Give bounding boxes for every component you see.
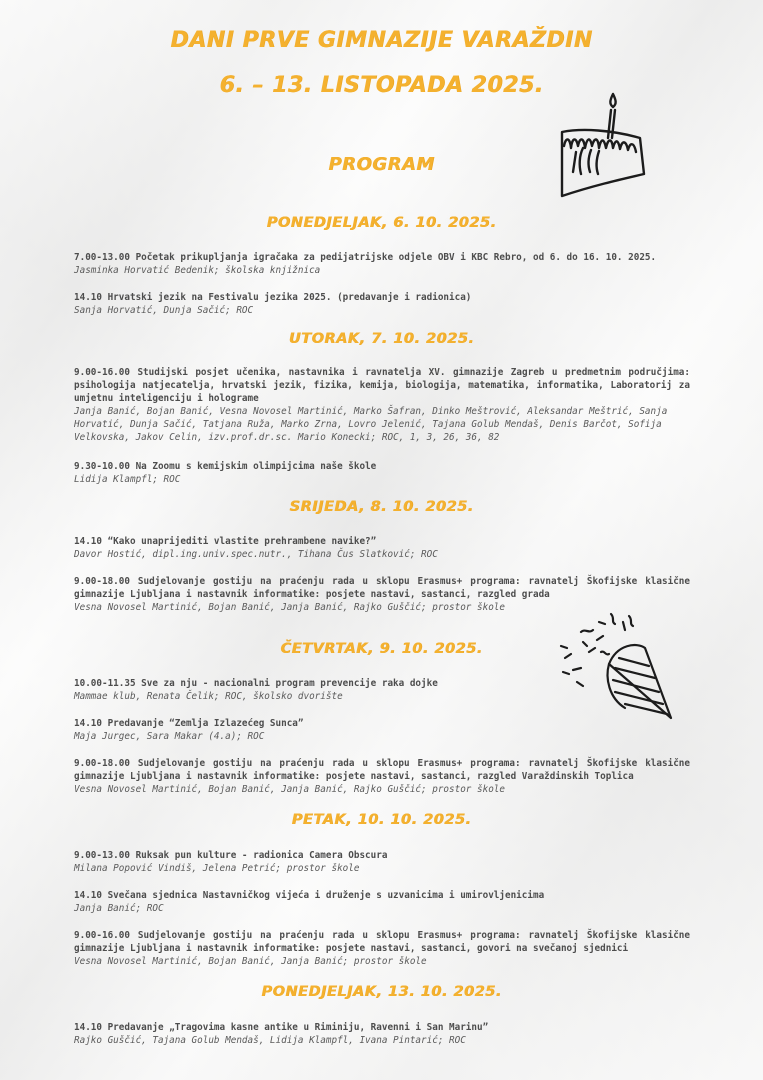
entry-people: Mammae klub, Renata Čelik; ROC, školsko dvorište bbox=[74, 691, 343, 702]
entry-title: 9.00-13.00 Ruksak pun kulture - radionica Camera Obscura bbox=[74, 850, 388, 861]
event-title: DANI PRVE GIMNAZIJE VARAŽDIN bbox=[170, 28, 593, 53]
program-entry bbox=[74, 889, 690, 915]
day-heading-monday-13: PONEDJELJAK, 13. 10. 2025. bbox=[261, 984, 502, 1000]
program-heading: PROGRAM bbox=[328, 154, 435, 175]
entry-people: Janja Banić, Bojan Banić, Vesna Novosel Martinić, Marko Šafran, Dinko Meštrović, Aleksandar Meštrić, Sanja Horvatić, Dunja Sačić, Tatjana Ruža, Marko Zrna, Lovro Jelenić, Tajana Golub Mendaš, Denis Barčot, Sofija Velkovska, Jakov Celin, izv.prof.dr.sc. Mario Konecki; ROC, 1, 3, 26, 36, 82 bbox=[74, 406, 668, 443]
program-entry bbox=[74, 460, 690, 486]
entry-title: 9.00-16.00 Studijski posjet učenika, nastavnika i ravnatelja XV. gimnazije Zagreb u predmetnim područjima: psihologija natjecatelja, hrvatski jezik, fizika, kemija, biologija, matematika, informatika, Laboratorij za umjetnu inteligenciju i holograme bbox=[74, 367, 690, 404]
day-heading-tuesday: UTORAK, 7. 10. 2025. bbox=[288, 331, 475, 347]
entry-title: 10.00-11.35 Sve za nju - nacionalni program prevencije raka dojke bbox=[74, 678, 438, 689]
entry-title: 14.10 “Kako unaprijediti vlastite prehrambene navike?” bbox=[74, 536, 377, 547]
entry-title: 14.10 Predavanje “Zemlja Izlazećeg Sunca” bbox=[74, 718, 304, 729]
entry-title: 7.00-13.00 Početak prikupljanja igračaka za pedijatrijske odjele OBV i KBC Rebro, od 6. do 16. 10. 2025. bbox=[74, 252, 657, 263]
program-entry bbox=[74, 535, 690, 561]
entry-people: Vesna Novosel Martinić, Bojan Banić, Janja Banić; prostor škole bbox=[74, 956, 427, 967]
program-entry bbox=[74, 1021, 690, 1047]
entry-title: 9.30-10.00 Na Zoomu s kemijskim olimpijcima naše škole bbox=[74, 461, 377, 472]
day-heading-wednesday: SRIJEDA, 8. 10. 2025. bbox=[289, 499, 474, 515]
entry-people: Lidija Klampfl; ROC bbox=[74, 474, 181, 485]
entry-title: 9.00-16.00 Sudjelovanje gostiju na praćenju rada u sklopu Erasmus+ programa: ravnatelj Škofijske klasične gimnazije Ljubljana i nastavnik informatike: posjete nastavi, sastanci, govori na svečanoj sjednici bbox=[74, 930, 690, 954]
day-heading-monday-6: PONEDJELJAK, 6. 10. 2025. bbox=[266, 215, 497, 231]
party-popper-icon bbox=[553, 612, 673, 724]
program-entry bbox=[74, 575, 690, 614]
entry-title: 14.10 Hrvatski jezik na Festivalu jezika 2025. (predavanje i radionica) bbox=[74, 292, 472, 303]
entry-people: Rajko Guščić, Tajana Golub Mendaš, Lidija Klampfl, Ivana Pintarić; ROC bbox=[74, 1035, 466, 1046]
entry-people: Vesna Novosel Martinić, Bojan Banić, Janja Banić, Rajko Guščić; prostor škole bbox=[74, 602, 505, 613]
entry-title: 14.10 Predavanje „Tragovima kasne antike u Riminiju, Ravenni i San Marinu” bbox=[74, 1022, 489, 1033]
program-entry bbox=[74, 291, 690, 317]
day-heading-friday: PETAK, 10. 10. 2025. bbox=[291, 812, 472, 828]
entry-people: Jasminka Horvatić Bedenik; školska knjižnica bbox=[74, 265, 321, 276]
program-entry bbox=[74, 251, 690, 277]
entry-people: Vesna Novosel Martinić, Bojan Banić, Janja Banić, Rajko Guščić; prostor škole bbox=[74, 784, 505, 795]
program-entry bbox=[74, 366, 690, 444]
program-entry bbox=[74, 929, 690, 968]
program-entry bbox=[74, 849, 690, 875]
day-heading-thursday: ČETVRTAK, 9. 10. 2025. bbox=[280, 641, 483, 657]
entry-people: Janja Banić; ROC bbox=[74, 903, 164, 914]
program-entry bbox=[74, 757, 690, 796]
birthday-cake-icon bbox=[552, 86, 648, 210]
entry-people: Maja Jurgec, Sara Makar (4.a); ROC bbox=[74, 731, 265, 742]
entry-title: 9.00-18.00 Sudjelovanje gostiju na praćenju rada u sklopu Erasmus+ programa: ravnatelj Škofijske klasične gimnazije Ljubljana i nastavnik informatike: posjete nastavi, sastanci, razgled grada bbox=[74, 576, 690, 600]
event-dates: 6. – 13. LISTOPADA 2025. bbox=[219, 73, 544, 98]
entry-title: 9.00-18.00 Sudjelovanje gostiju na praćenju rada u sklopu Erasmus+ programa: ravnatelj Škofijske klasične gimnazije Ljubljana i nastavnik informatike: posjete nastavi, sastanci, razgled Varaždinskih Toplica bbox=[74, 758, 690, 782]
entry-people: Sanja Horvatić, Dunja Sačić; ROC bbox=[74, 305, 254, 316]
entry-people: Davor Hostić, dipl.ing.univ.spec.nutr., Tihana Čus Slatković; ROC bbox=[74, 549, 438, 560]
entry-title: 14.10 Svečana sjednica Nastavničkog vijeća i druženje s uzvanicima i umirovljenicima bbox=[74, 890, 545, 901]
entry-people: Milana Popović Vindiš, Jelena Petrić; prostor škole bbox=[74, 863, 360, 874]
